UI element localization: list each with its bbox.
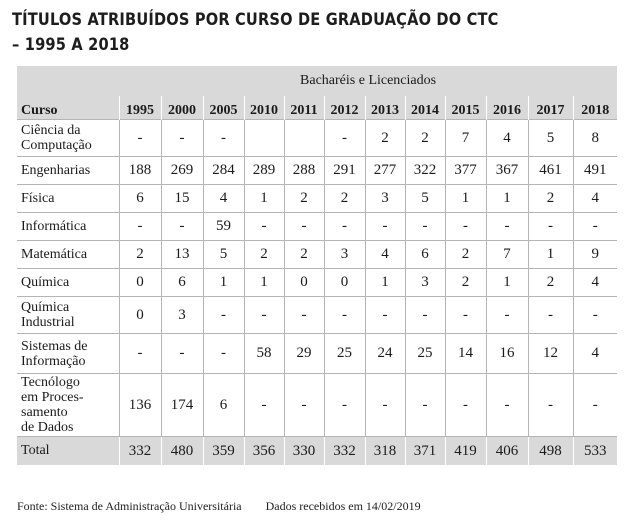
value-cell: -	[486, 297, 528, 334]
value-cell: -	[244, 297, 284, 334]
year-header: 2005	[203, 96, 244, 120]
value-cell: 24	[365, 334, 405, 374]
course-name-line: Tecnólogo	[21, 375, 80, 390]
year-header: 2016	[486, 96, 528, 120]
total-value-cell: 419	[445, 437, 486, 466]
value-cell: 2	[284, 241, 324, 269]
value-cell: 174	[161, 374, 203, 437]
year-header: 2015	[445, 96, 486, 120]
value-cell: 29	[284, 334, 324, 374]
value-cell: -	[528, 213, 573, 241]
value-cell: -	[445, 297, 486, 334]
total-row	[17, 437, 617, 466]
value-cell: 1	[486, 185, 528, 213]
document-title	[12, 8, 528, 58]
value-cell: -	[365, 213, 405, 241]
value-cell: 16	[486, 334, 528, 374]
value-cell: 2	[405, 120, 445, 157]
value-cell: -	[405, 374, 445, 437]
value-cell: -	[573, 213, 617, 241]
course-name-line: samento	[21, 405, 68, 420]
value-cell: 12	[528, 334, 573, 374]
total-value-cell: 356	[244, 437, 284, 466]
group-header: Bacharéis e Licenciados	[119, 66, 617, 96]
value-cell: 6	[119, 185, 161, 213]
value-cell: -	[203, 334, 244, 374]
value-cell: -	[528, 297, 573, 334]
total-value-cell: 318	[365, 437, 405, 466]
value-cell: 1	[244, 269, 284, 297]
table-row	[17, 374, 617, 437]
value-cell: 14	[445, 334, 486, 374]
value-cell: 2	[445, 241, 486, 269]
value-cell: 3	[405, 269, 445, 297]
course-name	[17, 374, 119, 437]
value-cell: 6	[203, 374, 244, 437]
course-name	[17, 157, 119, 185]
total-value-cell: 359	[203, 437, 244, 466]
value-cell: -	[284, 297, 324, 334]
value-cell: -	[324, 213, 365, 241]
value-cell: -	[244, 374, 284, 437]
total-value-cell: 332	[119, 437, 161, 466]
value-cell: 4	[573, 269, 617, 297]
course-name	[17, 213, 119, 241]
value-cell: 15	[161, 185, 203, 213]
value-cell: -	[119, 334, 161, 374]
value-cell: 1	[203, 269, 244, 297]
value-cell: -	[244, 213, 284, 241]
value-cell: 277	[365, 157, 405, 185]
year-header: 2000	[161, 96, 203, 120]
title-line-2: – 1995 A 2018	[12, 35, 130, 55]
value-cell: -	[365, 374, 405, 437]
value-cell: 136	[119, 374, 161, 437]
value-cell: 1	[365, 269, 405, 297]
total-value-cell: 371	[405, 437, 445, 466]
course-name-line: Sistemas de	[21, 338, 88, 354]
value-cell: 291	[324, 157, 365, 185]
value-cell: 1	[528, 241, 573, 269]
course-name-line: Química	[21, 275, 70, 290]
total-value-cell: 480	[161, 437, 203, 466]
course-column-header: Curso	[17, 96, 119, 120]
value-cell: 8	[573, 120, 617, 157]
value-cell: -	[203, 120, 244, 157]
course-name	[17, 297, 119, 334]
course-name-line: Industrial	[21, 315, 75, 330]
table-row	[17, 241, 617, 269]
value-cell: 9	[573, 241, 617, 269]
value-cell: -	[161, 334, 203, 374]
footer-date: Dados recebidos em 14/02/2019	[265, 499, 421, 513]
value-cell: 6	[405, 241, 445, 269]
course-name	[17, 334, 119, 374]
value-cell: 2	[119, 241, 161, 269]
value-cell: 461	[528, 157, 573, 185]
value-cell: -	[573, 374, 617, 437]
value-cell: 59	[203, 213, 244, 241]
value-cell: 0	[119, 297, 161, 334]
value-cell: 3	[324, 241, 365, 269]
value-cell: -	[284, 213, 324, 241]
value-cell: -	[119, 120, 161, 157]
group-header-row	[17, 66, 617, 96]
course-name	[17, 185, 119, 213]
value-cell: 4	[486, 120, 528, 157]
value-cell: 2	[324, 185, 365, 213]
table-row	[17, 157, 617, 185]
value-cell: -	[161, 213, 203, 241]
year-header: 2017	[528, 96, 573, 120]
value-cell: -	[203, 297, 244, 334]
year-header: 2012	[324, 96, 365, 120]
value-cell: -	[405, 213, 445, 241]
total-value-cell: 330	[284, 437, 324, 466]
degrees-table	[17, 66, 617, 465]
value-cell: -	[324, 120, 365, 157]
value-cell: 289	[244, 157, 284, 185]
value-cell: -	[324, 297, 365, 334]
value-cell: 7	[445, 120, 486, 157]
course-name	[17, 269, 119, 297]
course-name	[17, 120, 119, 157]
table-row	[17, 334, 617, 374]
year-header: 2010	[244, 96, 284, 120]
value-cell: 4	[573, 185, 617, 213]
value-cell: -	[445, 374, 486, 437]
value-cell: -	[284, 374, 324, 437]
title-line-1: TÍTULOS ATRIBUÍDOS POR CURSO DE GRADUAÇÃO DO CTC	[12, 10, 499, 30]
year-header: 1995	[119, 96, 161, 120]
course-name-line: Ciência da	[21, 123, 81, 138]
total-value-cell: 498	[528, 437, 573, 466]
value-cell: -	[119, 213, 161, 241]
total-value-cell: 533	[573, 437, 617, 466]
year-header: 2013	[365, 96, 405, 120]
footer-source: Fonte: Sistema de Administração Universitária	[17, 499, 242, 513]
value-cell: 2	[284, 185, 324, 213]
year-header-row	[17, 96, 617, 120]
course-name-line: de Dados	[21, 420, 74, 435]
value-cell: 13	[161, 241, 203, 269]
value-cell: -	[161, 120, 203, 157]
table-row	[17, 269, 617, 297]
value-cell: 284	[203, 157, 244, 185]
value-cell: 1	[486, 269, 528, 297]
course-name-line: em Proces-	[21, 390, 84, 405]
value-cell: 322	[405, 157, 445, 185]
table-row	[17, 185, 617, 213]
value-cell: 5	[528, 120, 573, 157]
value-cell: -	[405, 297, 445, 334]
course-name-line: Física	[21, 191, 55, 206]
value-cell: 288	[284, 157, 324, 185]
table-row	[17, 213, 617, 241]
value-cell: 6	[161, 269, 203, 297]
value-cell: 0	[119, 269, 161, 297]
course-name-line: Engenharias	[21, 163, 91, 178]
value-cell: 2	[365, 120, 405, 157]
header-corner-cell	[17, 66, 119, 96]
value-cell: 367	[486, 157, 528, 185]
table-row	[17, 120, 617, 157]
value-cell	[244, 120, 284, 157]
value-cell: 0	[324, 269, 365, 297]
value-cell: 269	[161, 157, 203, 185]
value-cell: -	[528, 374, 573, 437]
value-cell: 5	[405, 185, 445, 213]
value-cell: 25	[324, 334, 365, 374]
course-name-line: Informação	[21, 353, 86, 369]
footer-note	[17, 499, 627, 514]
value-cell: 3	[365, 185, 405, 213]
value-cell: 1	[244, 185, 284, 213]
table-row	[17, 297, 617, 334]
value-cell: -	[445, 213, 486, 241]
value-cell: 377	[445, 157, 486, 185]
value-cell: 4	[365, 241, 405, 269]
value-cell: 1	[445, 185, 486, 213]
value-cell: -	[486, 374, 528, 437]
value-cell: -	[324, 374, 365, 437]
value-cell: 188	[119, 157, 161, 185]
course-name-line: Química	[21, 300, 70, 315]
year-header: 2011	[284, 96, 324, 120]
value-cell: 7	[486, 241, 528, 269]
value-cell: 2	[528, 185, 573, 213]
year-header: 2018	[573, 96, 617, 120]
value-cell: 4	[573, 334, 617, 374]
value-cell: -	[573, 297, 617, 334]
course-name	[17, 241, 119, 269]
value-cell: 2	[244, 241, 284, 269]
value-cell: 2	[445, 269, 486, 297]
value-cell: 58	[244, 334, 284, 374]
value-cell: 4	[203, 185, 244, 213]
course-name-line: Computação	[21, 138, 92, 153]
value-cell: 5	[203, 241, 244, 269]
course-name-line: Matemática	[21, 247, 88, 262]
year-header: 2014	[405, 96, 445, 120]
value-cell: 25	[405, 334, 445, 374]
value-cell	[284, 120, 324, 157]
total-label: Total	[17, 437, 119, 466]
total-value-cell: 406	[486, 437, 528, 466]
value-cell: -	[486, 213, 528, 241]
value-cell: 491	[573, 157, 617, 185]
value-cell: 3	[161, 297, 203, 334]
value-cell: 0	[284, 269, 324, 297]
total-value-cell: 332	[324, 437, 365, 466]
value-cell: 2	[528, 269, 573, 297]
value-cell: -	[365, 297, 405, 334]
course-name-line: Informática	[21, 219, 87, 234]
